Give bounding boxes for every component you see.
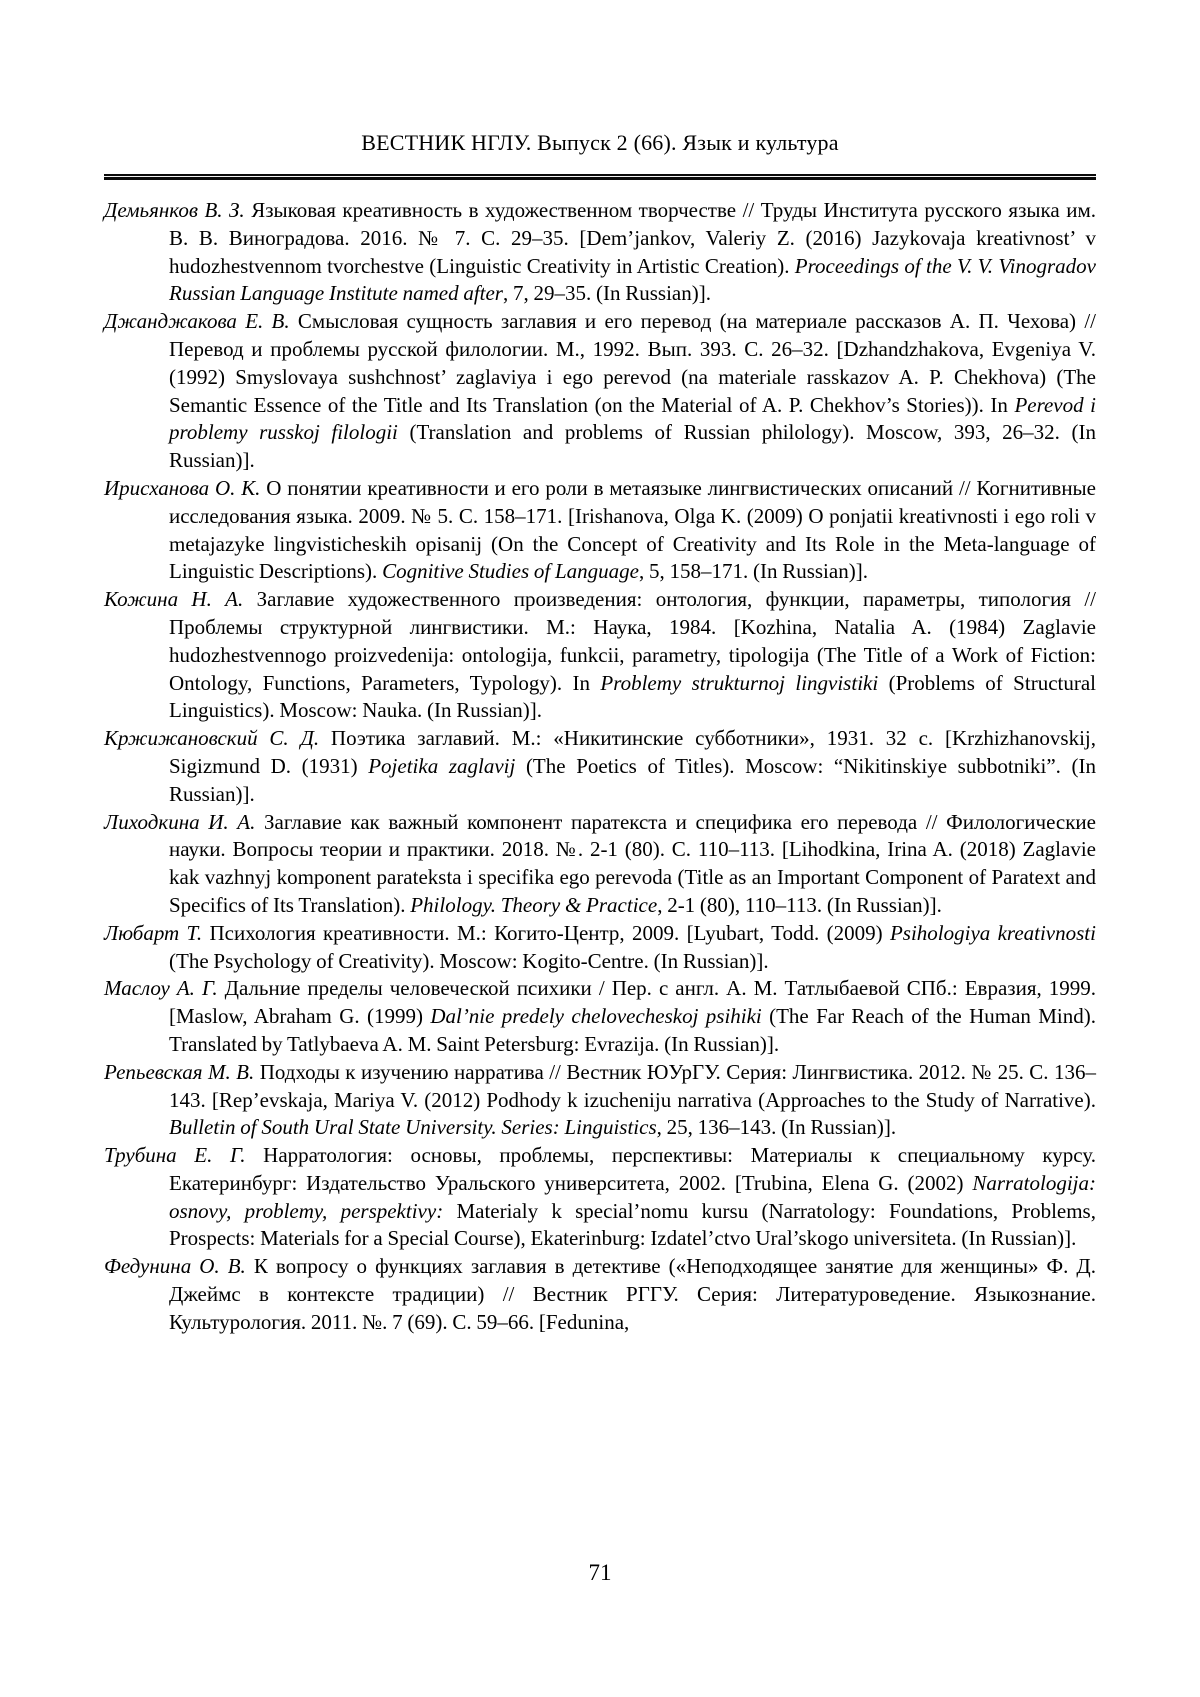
reference-segment: Cognitive Studies of Language [382,559,639,584]
reference-segment: Кожина Н. А. [104,587,244,612]
reference-segment: , 2-1 (80), 110–113. (In Russian)]. [657,892,942,917]
reference-segment: (The Psychology of Creativity). Moscow: Kogito-Centre. (In Russian)]. [169,948,769,973]
reference-segment: Маслоу А. Г. [104,976,218,1001]
reference-segment: Ирисханова О. К. [104,475,261,500]
reference-entry [104,1253,1096,1336]
reference-entry [104,1142,1096,1253]
page-footer [0,1560,1200,1586]
reference-segment: К вопросу о функциях заглавия в детективе («Неподходящее занятие для женщины» Ф. Д. Джеймс в контексте традиции) // Вестник РГГУ. Серия: Литературоведение. Языкознание. Культурология. 2011. №. 7 (69). С. 59–66. [Fedunina, [169,1254,1096,1334]
references-list [104,197,1096,1337]
reference-segment: Джанджакова Е. В. [104,309,290,334]
reference-segment: Смысловая сущность заглавия и его перевод (на материале рассказов А. П. Чехова) // Перевод и проблемы русской филологии. М., 1992. Вып. 393. С. 26–32. [Dzhandzhakova, Evgeniya V. (1992) Smyslovaya sushchnost’ zaglaviya i ego perevod (na materiale rasskazov A. P. Chekhova) (The Semantic Essence of the Title and Its Translation (on the Material of A. P. Chekhov’s Stories)). In [169,309,1096,417]
reference-segment: Федунина О. В. [104,1254,246,1279]
reference-segment: Лиходкина И. А. [104,809,256,834]
header-rule [104,174,1096,180]
reference-segment: Поэтика заглавий. М.: «Никитинские субботники», 1931. 32 с. [Krzhizhanovskij, Sigizmund D. (1931) [169,726,1096,778]
reference-entry [104,1059,1096,1142]
reference-segment: Bulletin of South Ural State University. Series: Linguistics [169,1115,657,1140]
reference-entry [104,308,1096,475]
reference-segment: Pojetika zaglavij [368,753,516,778]
reference-segment: (The Far Reach of the Human Mind). Translated by Tatlybaeva A. M. Saint Petersburg: Evrazija. (In Russian)]. [169,1004,1096,1056]
reference-entry [104,725,1096,808]
reference-entry [104,975,1096,1058]
reference-segment: Problemy strukturnoj lingvistiki [600,670,879,695]
reference-segment: Репьевская М. В. [104,1059,255,1084]
reference-segment: Подходы к изучению нарратива // Вестник ЮУрГУ. Серия: Лингвистика. 2012. № 25. С. 136–143. [Rep’evskaja, Mariya V. (2012) Podhody k izucheniju narrativa (Approaches to the Study of Narrative). [169,1059,1096,1112]
reference-segment: (Translation and problems of Russian philology). Moscow, 393, 26–32. (In Russian)]. [169,420,1096,473]
journal-header [104,130,1096,180]
reference-segment: Психология креативности. М.: Когито-Центр, 2009. [Lyubart, Todd. (2009) [202,920,890,945]
reference-segment: Любарт Т. [104,920,203,945]
reference-segment: , 7, 29–35. (In Russian)]. [502,281,711,306]
reference-segment: Заглавие как важный компонент паратекста и специфика его перевода // Филологические науки. Вопросы теории и практики. 2018. №. 2-1 (80). С. 110–113. [Lihodkina, Irina A. (2018) Zaglavie kak vazhnyj komponent parateksta i specifika ego perevoda (Title as an Important Component of Paratext and Specifics of Its Translation). [169,809,1096,917]
reference-segment: Нарратология: основы, проблемы, перспективы: Материалы к специальному курсу. Екатеринбург: Издательство Уральского университета, 2002. [Trubina, Elena G. (2002) [169,1143,1096,1195]
reference-segment: Кржижановский С. Д. [104,726,320,751]
reference-segment: (Problems of Structural Linguistics). Moscow: Nauka. (In Russian)]. [169,670,1096,723]
reference-segment: Языковая креативность в художественном творчестве // Труды Института русского языка им. В. В. Виноградова. 2016. № 7. С. 29–35. [Dem’jankov, Valeriy Z. (2016) Jazykovaja kreativnost’ v hudozhestvennom tvorchestve (Linguistic Creativity in Artistic Creation). [169,198,1096,278]
reference-segment: Трубина Е. Г. [104,1143,246,1168]
reference-segment: , 25, 136–143. (In Russian)]. [656,1115,897,1140]
reference-segment: (The Poetics of Titles). Moscow: “Nikitinskiye subbotniki”. (In Russian)]. [169,753,1096,806]
reference-segment: Демьянков В. З. [104,198,245,222]
reference-segment: Dal’nie predely chelovecheskoj psihiki [430,1004,762,1029]
reference-segment: Proceedings of the V. V. Vinogradov Russian Language Institute named after [169,253,1096,306]
reference-segment: Заглавие художественного произведения: онтология, функции, параметры, типология // Проблемы структурной лингвистики. М.: Наука, 1984. [Kozhina, Natalia A. (1984) Zaglavie hudozhestvennogo proizvedenija: ontologija, funkcii, parametry, tipologija (The Title of a Work of Fiction: Ontology, Functions, Parameters, Typology). In [169,587,1096,695]
reference-segment: Perevod i problemy russkoj filologii [169,392,1096,445]
reference-segment: Psihologiya kreativnosti [889,920,1096,945]
reference-segment: О понятии креативности и его роли в метаязыке лингвистических описаний // Когнитивные исследования языка. 2009. № 5. С. 158–171. [Irishanova, Olga K. (2009) O ponjatii kreativnosti i ego roli v metajazyke lingvisticheskih opisanij (On the Concept of Creativity and Its Role in the Meta-language of Linguistic Descriptions). [169,475,1096,584]
reference-segment: Materialy k special’nomu kursu (Narratology: Foundations, Problems, Prospects: Materials for a Special Course), Ekaterinburg: Izdatel’ctvo Ural’skogo universiteta. (In Russian)]. [169,1198,1096,1251]
reference-entry [104,586,1096,725]
reference-entry [104,197,1096,308]
reference-segment: Narratologija: osnovy, problemy, perspektivy: [169,1170,1096,1223]
journal-header-title: ВЕСТНИК НГЛУ. Выпуск 2 (66). Язык и культура [361,130,839,155]
reference-segment: , 5, 158–171. (In Russian)]. [638,559,868,584]
reference-entry [104,920,1096,976]
reference-entry [104,475,1096,586]
reference-entry [104,809,1096,920]
reference-segment: Philology. Theory & Practice [410,892,658,917]
page-number: 71 [588,1560,612,1585]
reference-segment: Дальние пределы человеческой психики / Пер. с англ. А. М. Татлыбаевой СПб.: Евразия, 1999. [Maslow, Abraham G. (1999) [169,976,1097,1029]
